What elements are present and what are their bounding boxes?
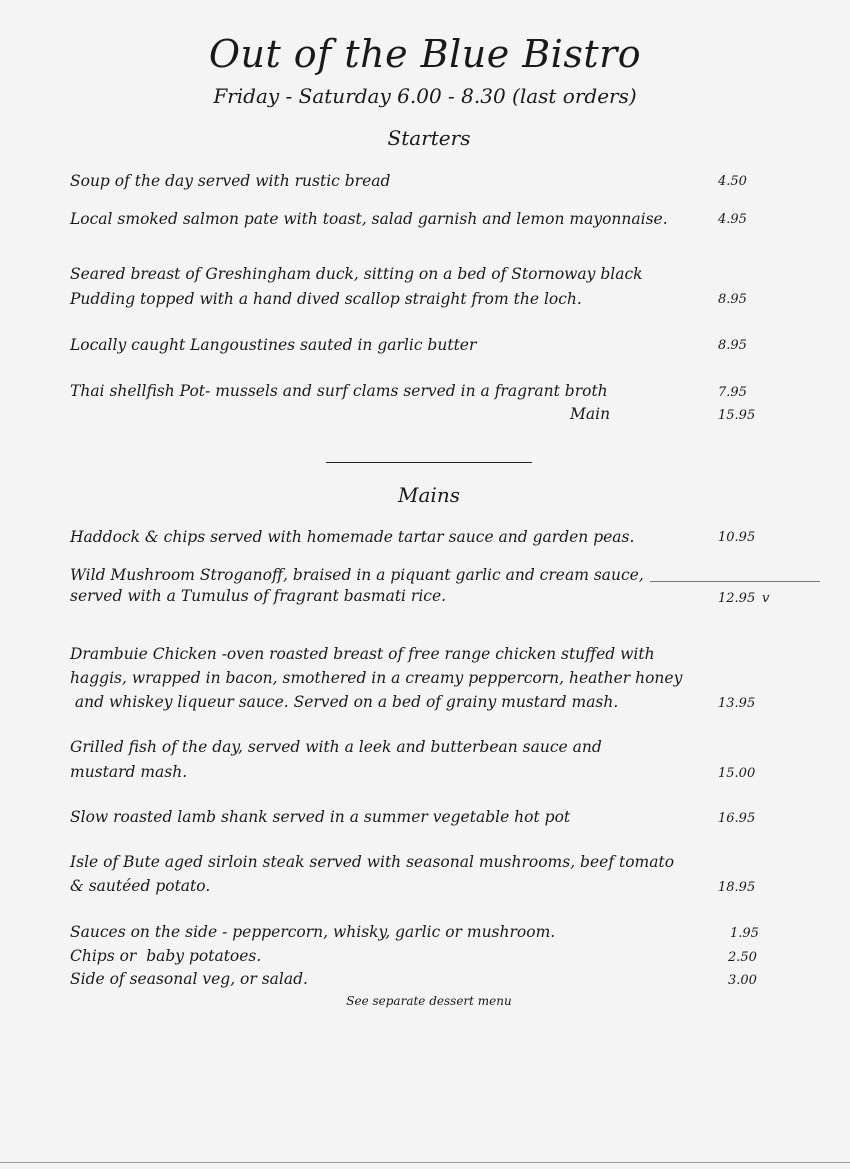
main-price-stroganoff: 12.95 [718,591,756,606]
starter-price-soup: 4.50 [718,174,747,189]
starter-item-soup: Soup of the day served with rustic bread [70,172,391,190]
main-item-steak-line1: Isle of Bute aged sirloin steak served with seasonal mushrooms, beef tomato [70,853,675,871]
starter-price-langoustines: 8.95 [718,338,747,353]
main-item-chicken-line2: haggis, wrapped in bacon, smothered in a creamy peppercorn, heather honey [70,669,683,687]
side-price-sauces: 1.95 [730,926,759,941]
starter-shellfish-main-price: 15.95 [718,408,756,423]
section-divider [326,462,532,463]
starters-heading: Starters [387,126,471,150]
starter-price-duck: 8.95 [718,292,747,307]
scan-artifact-line [650,581,820,582]
starter-item-duck-line1: Seared breast of Greshingham duck, sitting on a bed of Stornoway black [70,265,643,283]
main-item-fish-line2: mustard mash. [70,763,188,781]
main-item-stroganoff-line1: Wild Mushroom Stroganoff, braised in a piquant garlic and cream sauce, [70,566,644,584]
starter-price-shellfish: 7.95 [718,385,747,400]
main-item-steak-line2: & sautéed potato. [70,877,211,895]
starter-price-salmon: 4.95 [718,212,747,227]
main-item-lamb: Slow roasted lamb shank served in a summer vegetable hot pot [70,808,571,826]
side-price-potatoes: 2.50 [728,950,757,965]
scan-bottom-edge [0,1162,850,1163]
dessert-note: See separate dessert menu [346,994,512,1008]
main-item-chicken-line1: Drambuie Chicken -oven roasted breast of free range chicken stuffed with [70,645,655,663]
main-item-haddock: Haddock & chips served with homemade tartar sauce and garden peas. [70,528,635,546]
starter-shellfish-main-label: Main [570,405,611,423]
side-item-sauces: Sauces on the side - peppercorn, whisky, garlic or mushroom. [70,923,556,941]
main-price-chicken: 13.95 [718,696,756,711]
opening-hours: Friday - Saturday 6.00 - 8.30 (last orders) [213,84,637,108]
side-item-veg: Side of seasonal veg, or salad. [70,970,308,988]
vegetarian-badge: v [762,591,770,606]
main-item-chicken-line3: and whiskey liqueur sauce. Served on a bed of grainy mustard mash. [70,693,619,711]
main-item-stroganoff-line2: served with a Tumulus of fragrant basmati rice. [70,587,447,605]
starter-item-langoustines: Locally caught Langoustines sauted in garlic butter [70,336,477,354]
mains-heading: Mains [398,483,460,507]
main-price-lamb: 16.95 [718,811,756,826]
main-price-fish: 15.00 [718,766,756,781]
starter-item-shellfish: Thai shellfish Pot- mussels and surf clams served in a fragrant broth [70,382,608,400]
side-price-veg: 3.00 [728,973,757,988]
starter-item-duck-line2: Pudding topped with a hand dived scallop straight from the loch. [70,290,582,308]
main-price-haddock: 10.95 [718,530,756,545]
side-item-potatoes: Chips or baby potatoes. [70,947,262,965]
page-title: Out of the Blue Bistro [208,32,642,76]
main-item-fish-line1: Grilled fish of the day, served with a leek and butterbean sauce and [70,738,602,756]
starter-item-salmon: Local smoked salmon pate with toast, salad garnish and lemon mayonnaise. [70,210,668,228]
main-price-steak: 18.95 [718,880,756,895]
